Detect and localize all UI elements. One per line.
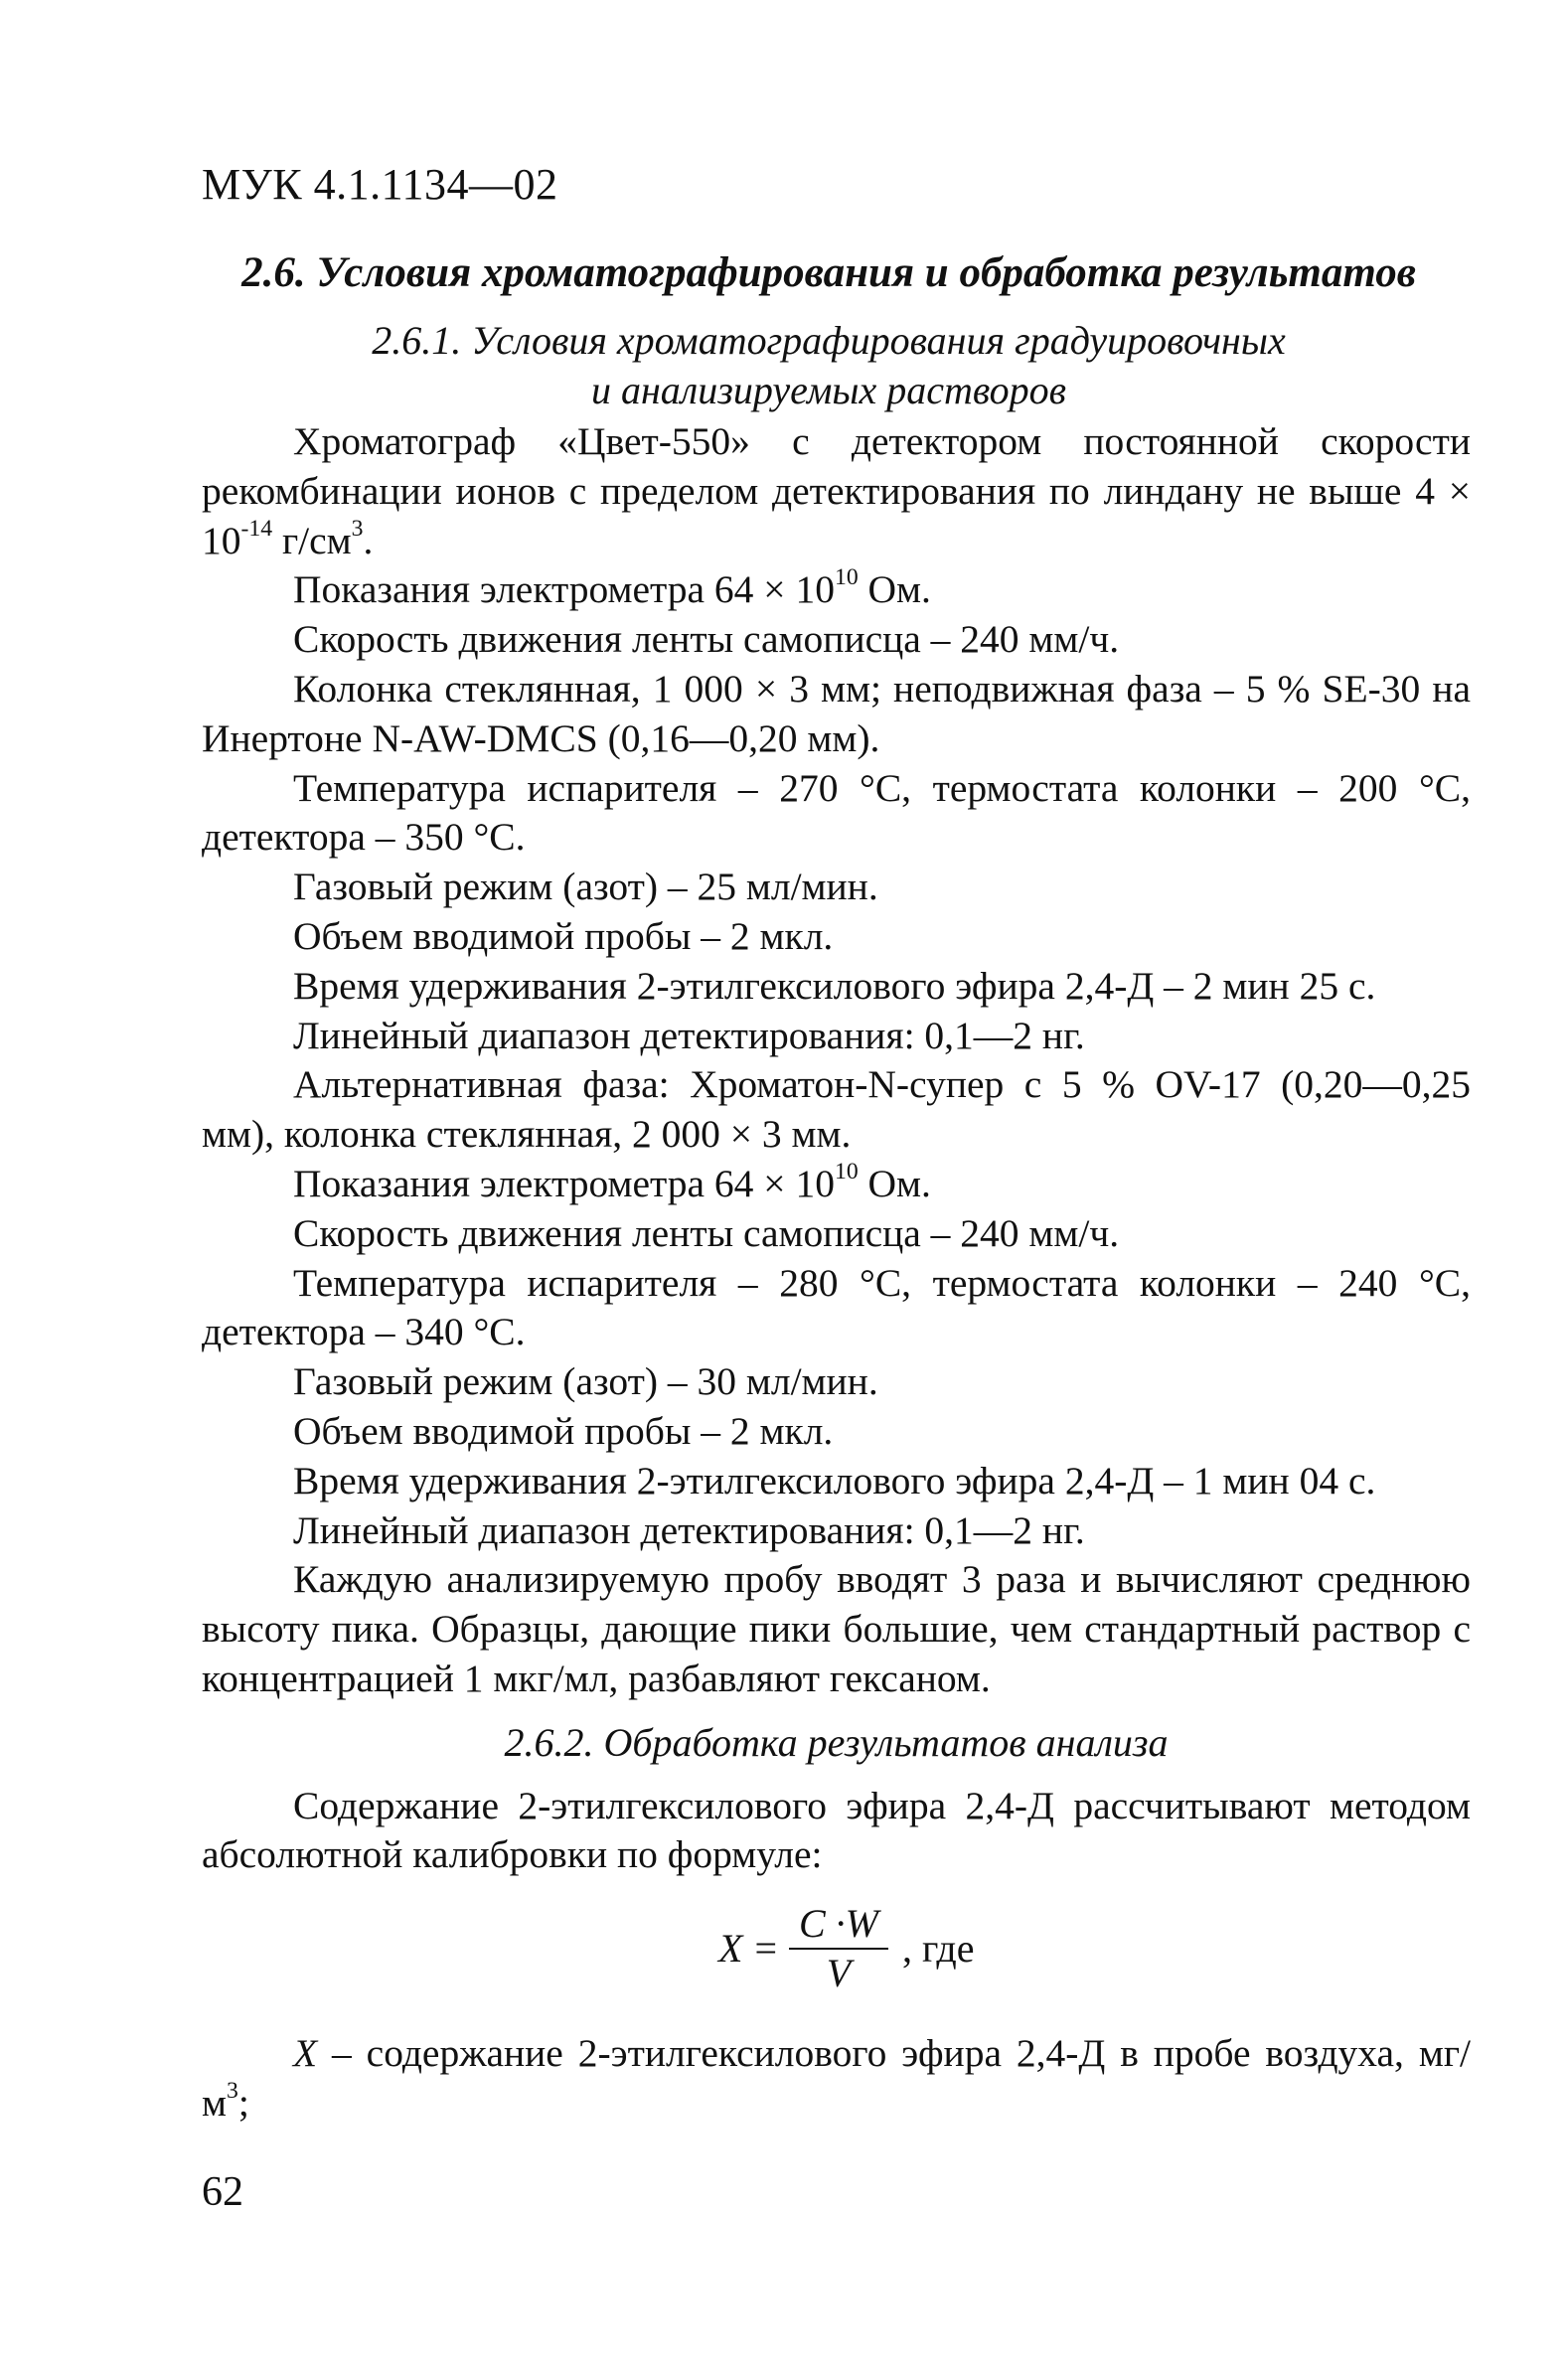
paragraph-gas-mode-alt: Газовый режим (азот) – 30 мл/мин. bbox=[293, 1359, 878, 1404]
formula-block bbox=[202, 1886, 1471, 2017]
formula-lhs: X bbox=[718, 1926, 743, 1972]
formula-equals: = bbox=[754, 1926, 777, 1972]
page-number: 62 bbox=[202, 2169, 243, 2215]
formula-fraction bbox=[789, 1900, 888, 1997]
formula-denominator: V bbox=[826, 1951, 852, 1996]
paragraph-sample-volume-alt: Объем вводимой пробы – 2 мкл. bbox=[293, 1408, 834, 1453]
paragraph-linear-range: Линейный диапазон детектирования: 0,1—2 нг. bbox=[293, 1013, 1085, 1057]
paragraph-alt-phase: Альтернативная фаза: Хроматон-N-супер с 5 % OV-17 (0,20—0,25 мм), колонка стеклянная, 2 000 × 3 мм. bbox=[202, 1062, 1471, 1157]
paragraph-tape-speed: Скорость движения ленты самописца – 240 мм/ч. bbox=[293, 617, 1120, 662]
paragraph-definition-x: X – содержание 2-этилгексилового эфира 2,4-Д в пробе воздуха, $мг/м^3$; bbox=[202, 2031, 1471, 2125]
subsection-title-processing: 2.6.2. Обработка результатов анализа bbox=[504, 1719, 1169, 1765]
document-code: МУК 4.1.1134—02 bbox=[202, 160, 558, 209]
paragraph-column: Колонка стеклянная, 1 000 × 3 мм; неподвижная фаза – 5 % SE-30 на Инертоне N-AW-DMCS (0,16—0,20 мм). bbox=[202, 666, 1471, 760]
formula-numerator: C ·W bbox=[799, 1901, 878, 1947]
subsection-title-line2: и анализируемых растворов bbox=[590, 368, 1067, 412]
paragraph-temperature: Температура испарителя – 270 °С, термостата колонки – 200 °С, детектора – 350 °С. bbox=[202, 765, 1471, 860]
paragraph-retention-time: Время удерживания 2-этилгексилового эфира 2,4-Д – 2 мин 25 с. bbox=[293, 963, 1376, 1008]
subsection-title bbox=[199, 316, 1459, 415]
paragraph-chromatograph: Хроматограф «Цвет-550» с детектором постоянной скорости рекомбинации ионов с пределом детектирования по линдану не выше $4 \times 10^{-14}$ $г/см^3$. bbox=[202, 419, 1471, 562]
paragraph-tape-speed-alt: Скорость движения ленты самописца – 240 мм/ч. bbox=[293, 1210, 1120, 1255]
paragraph-retention-time-alt: Время удерживания 2-этилгексилового эфира 2,4-Д – 1 мин 04 с. bbox=[293, 1458, 1376, 1502]
paragraph-temperature-alt: Температура испарителя – 280 °С, термостата колонки – 240 °С, детектора – 340 °С. bbox=[202, 1260, 1471, 1354]
subsection-title-line1: 2.6.1. Условия хроматографирования градуировочных bbox=[372, 318, 1286, 363]
paragraph-sample-volume: Объем вводимой пробы – 2 мкл. bbox=[293, 913, 834, 958]
paragraph-electrometer: Показания электрометра $64 \times 10^{10}$ Ом. bbox=[293, 564, 931, 612]
document-body bbox=[202, 417, 1471, 2129]
section-title: 2.6. Условия хроматографирования и обработка результатов bbox=[241, 249, 1416, 296]
paragraph-calculation: Содержание 2-этилгексилового эфира 2,4-Д рассчитывают методом абсолютной калибровки по формуле: bbox=[202, 1783, 1471, 1877]
formula-tail: , где bbox=[902, 1926, 975, 1972]
paragraph-gas-mode: Газовый режим (азот) – 25 мл/мин. bbox=[293, 865, 878, 909]
paragraph-injection: Каждую анализируемую пробу вводят 3 раза и вычисляют среднюю высоту пика. Образцы, дающие пики большие, чем стандартный раствор с концентрацией 1 мкг/мл, разбавляют гексаном. bbox=[202, 1557, 1471, 1700]
paragraph-electrometer-alt: Показания электрометра $64 \times 10^{10}$ Ом. bbox=[293, 1159, 931, 1205]
formula bbox=[718, 1900, 975, 1997]
paragraph-linear-range-alt: Линейный диапазон детектирования: 0,1—2 нг. bbox=[293, 1507, 1085, 1552]
